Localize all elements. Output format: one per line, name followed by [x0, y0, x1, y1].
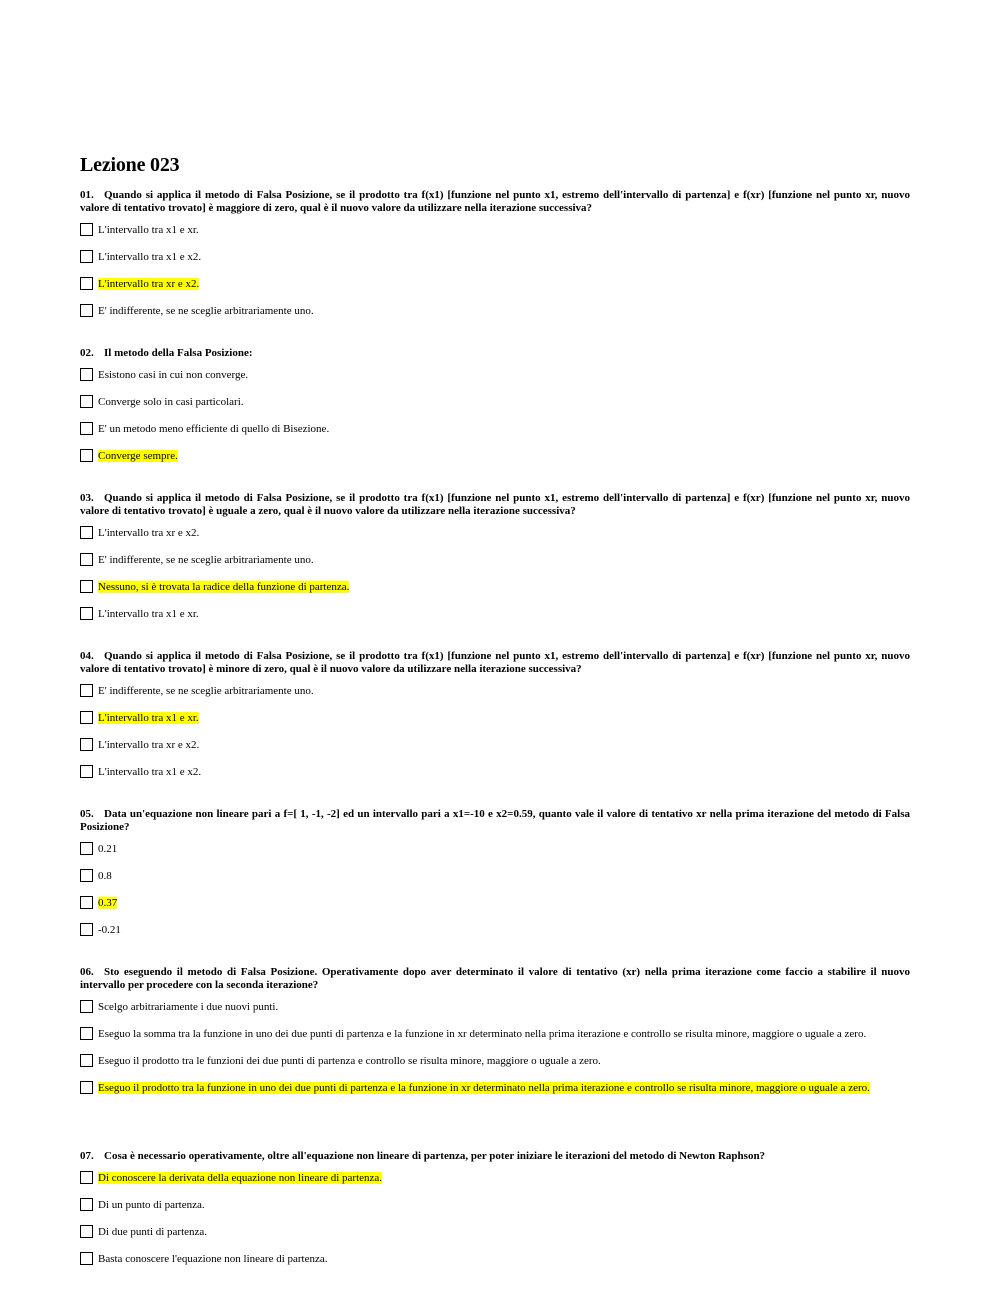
answer-label: L'intervallo tra xr e x2. [98, 278, 200, 290]
answer-option[interactable] [80, 1199, 910, 1213]
question-text [80, 1150, 910, 1163]
question-number: 07. [80, 1150, 94, 1162]
answer-option[interactable] [80, 1253, 910, 1267]
answer-option-correct[interactable] [80, 450, 910, 464]
answer-label: L'intervallo tra x1 e xr. [98, 224, 199, 236]
checkbox[interactable] [80, 684, 93, 697]
checkbox[interactable] [80, 553, 93, 566]
answer-label: L'intervallo tra x1 e x2. [98, 251, 202, 263]
question-body: Data un'equazione non lineare pari a f=[ 1, -1, -2] ed un intervallo pari a x1=-10 e x2=0.59, quanto vale il valore di tentativo xr nella prima iterazione del metodo di Falsa Posizione? [80, 808, 910, 833]
checkbox[interactable] [80, 1081, 93, 1094]
question-block [80, 966, 910, 1096]
answer-label: Eseguo il prodotto tra la funzione in uno dei due punti di partenza e la funzione in xr determinato nella prima iterazione e controllo se risulta minore, maggiore o uguale a zero. [98, 1082, 870, 1094]
answer-label: Converge sempre. [98, 450, 178, 462]
question-text [80, 492, 910, 518]
answer-option[interactable] [80, 685, 910, 699]
question-block [80, 189, 910, 319]
checkbox[interactable] [80, 1198, 93, 1211]
answer-label: Di conoscere la derivata della equazione non lineare di partenza. [98, 1172, 383, 1184]
answer-option-correct[interactable] [80, 278, 910, 292]
answer-label: E' un metodo meno efficiente di quello di Bisezione. [98, 423, 330, 435]
answer-option[interactable] [80, 554, 910, 568]
checkbox[interactable] [80, 223, 93, 236]
checkbox[interactable] [80, 842, 93, 855]
answer-label: Di un punto di partenza. [98, 1199, 205, 1211]
answer-label: Nessuno, si è trovata la radice della funzione di partenza. [98, 581, 350, 593]
answer-label: 0.8 [98, 870, 112, 882]
checkbox[interactable] [80, 422, 93, 435]
answer-options [80, 224, 910, 319]
answer-option[interactable] [80, 870, 910, 884]
answer-label: Scelgo arbitrariamente i due nuovi punti. [98, 1001, 279, 1013]
checkbox[interactable] [80, 1000, 93, 1013]
answer-label: Esistono casi in cui non converge. [98, 369, 249, 381]
question-block [80, 650, 910, 780]
answer-label: L'intervallo tra x1 e xr. [98, 608, 199, 620]
question-text [80, 347, 910, 360]
answer-options [80, 685, 910, 780]
question-number: 04. [80, 650, 94, 662]
checkbox[interactable] [80, 304, 93, 317]
answer-option[interactable] [80, 305, 910, 319]
checkbox[interactable] [80, 923, 93, 936]
question-number: 03. [80, 492, 94, 504]
answer-option[interactable] [80, 396, 910, 410]
checkbox[interactable] [80, 1171, 93, 1184]
question-body: Quando si applica il metodo di Falsa Posizione, se il prodotto tra f(x1) [funzione nel punto x1, estremo dell'intervallo di partenza] e f(xr) [funzione nel punto xr, nuovo valore di tentativo trovato] è uguale a zero, qual è il nuovo valore da utilizzare nella iterazione successiva? [80, 492, 910, 517]
checkbox[interactable] [80, 896, 93, 909]
answer-label: Eseguo il prodotto tra le funzioni dei due punti di partenza e controllo se risulta minore, maggiore o uguale a zero. [98, 1055, 601, 1067]
question-body: Cosa è necessario operativamente, oltre all'equazione non lineare di partenza, per poter iniziare le iterazioni del metodo di Newton Raphson? [104, 1150, 766, 1162]
answer-option-correct[interactable] [80, 712, 910, 726]
answer-option[interactable] [80, 843, 910, 857]
answer-label: L'intervallo tra x1 e xr. [98, 712, 199, 724]
checkbox[interactable] [80, 869, 93, 882]
checkbox[interactable] [80, 395, 93, 408]
question-block [80, 347, 910, 464]
answer-option[interactable] [80, 739, 910, 753]
answer-label: L'intervallo tra xr e x2. [98, 739, 200, 751]
answer-option-correct[interactable] [80, 1082, 910, 1096]
answer-label: E' indifferente, se ne sceglie arbitrariamente uno. [98, 685, 314, 697]
answer-options [80, 843, 910, 938]
answer-option[interactable] [80, 423, 910, 437]
answer-label: L'intervallo tra xr e x2. [98, 527, 200, 539]
checkbox[interactable] [80, 250, 93, 263]
checkbox[interactable] [80, 580, 93, 593]
answer-option[interactable] [80, 766, 910, 780]
answer-option-correct[interactable] [80, 581, 910, 595]
answer-option[interactable] [80, 1226, 910, 1240]
answer-option[interactable] [80, 527, 910, 541]
answer-label: Eseguo la somma tra la funzione in uno dei due punti di partenza e la funzione in xr determinato nella prima iterazione e controllo se risulta minore, maggiore o uguale a zero. [98, 1028, 867, 1040]
answer-label: E' indifferente, se ne sceglie arbitrariamente uno. [98, 305, 314, 317]
answer-option[interactable] [80, 1028, 910, 1042]
question-text [80, 650, 910, 676]
answer-option[interactable] [80, 369, 910, 383]
answer-label: Di due punti di partenza. [98, 1226, 208, 1238]
answer-option[interactable] [80, 1001, 910, 1015]
answer-label: Basta conoscere l'equazione non lineare di partenza. [98, 1253, 328, 1265]
question-text [80, 189, 910, 215]
checkbox[interactable] [80, 1225, 93, 1238]
answer-label: 0.37 [98, 897, 118, 909]
question-block [80, 808, 910, 938]
checkbox[interactable] [80, 1027, 93, 1040]
question-block [80, 1150, 910, 1267]
answer-options [80, 1172, 910, 1267]
answer-options [80, 1001, 910, 1096]
question-number: 06. [80, 966, 94, 978]
checkbox[interactable] [80, 765, 93, 778]
checkbox[interactable] [80, 1054, 93, 1067]
question-body: Quando si applica il metodo di Falsa Posizione, se il prodotto tra f(x1) [funzione nel punto x1, estremo dell'intervallo di partenza] e f(xr) [funzione nel punto xr, nuovo valore di tentativo trovato] è maggiore di zero, qual è il nuovo valore da utilizzare nella iterazione successiva? [80, 189, 910, 214]
checkbox[interactable] [80, 738, 93, 751]
answer-label: Converge solo in casi particolari. [98, 396, 244, 408]
answer-label: -0.21 [98, 924, 121, 936]
answer-options [80, 369, 910, 464]
question-text [80, 966, 910, 992]
checkbox[interactable] [80, 277, 93, 290]
question-body: Quando si applica il metodo di Falsa Posizione, se il prodotto tra f(x1) [funzione nel punto x1, estremo dell'intervallo di partenza] e f(xr) [funzione nel punto xr, nuovo valore di tentativo trovato] è minore di zero, qual è il nuovo valore da utilizzare nella iterazione successiva? [80, 650, 910, 675]
answer-option[interactable] [80, 1055, 910, 1069]
answer-label: E' indifferente, se ne sceglie arbitrariamente uno. [98, 554, 314, 566]
answer-option-correct[interactable] [80, 897, 910, 911]
answer-label: 0.21 [98, 843, 118, 855]
question-number: 01. [80, 189, 94, 201]
answer-option[interactable] [80, 224, 910, 238]
answer-option[interactable] [80, 608, 910, 622]
checkbox[interactable] [80, 526, 93, 539]
question-block [80, 492, 910, 622]
page-title: Lezione 023 [80, 154, 180, 176]
question-number: 02. [80, 347, 94, 359]
question-number: 05. [80, 808, 94, 820]
checkbox[interactable] [80, 368, 93, 381]
checkbox[interactable] [80, 711, 93, 724]
checkbox[interactable] [80, 607, 93, 620]
question-body: Il metodo della Falsa Posizione: [104, 347, 253, 359]
checkbox[interactable] [80, 1252, 93, 1265]
question-body: Sto eseguendo il metodo di Falsa Posizione. Operativamente dopo aver determinato il valore di tentativo (xr) nella prima iterazione come faccio a stabilire il nuovo intervallo per procedere con la seconda iterazione? [80, 966, 910, 991]
answer-label: L'intervallo tra x1 e x2. [98, 766, 202, 778]
answer-option[interactable] [80, 251, 910, 265]
answer-option[interactable] [80, 924, 910, 938]
answer-options [80, 527, 910, 622]
answer-option-correct[interactable] [80, 1172, 910, 1186]
question-text [80, 808, 910, 834]
checkbox[interactable] [80, 449, 93, 462]
